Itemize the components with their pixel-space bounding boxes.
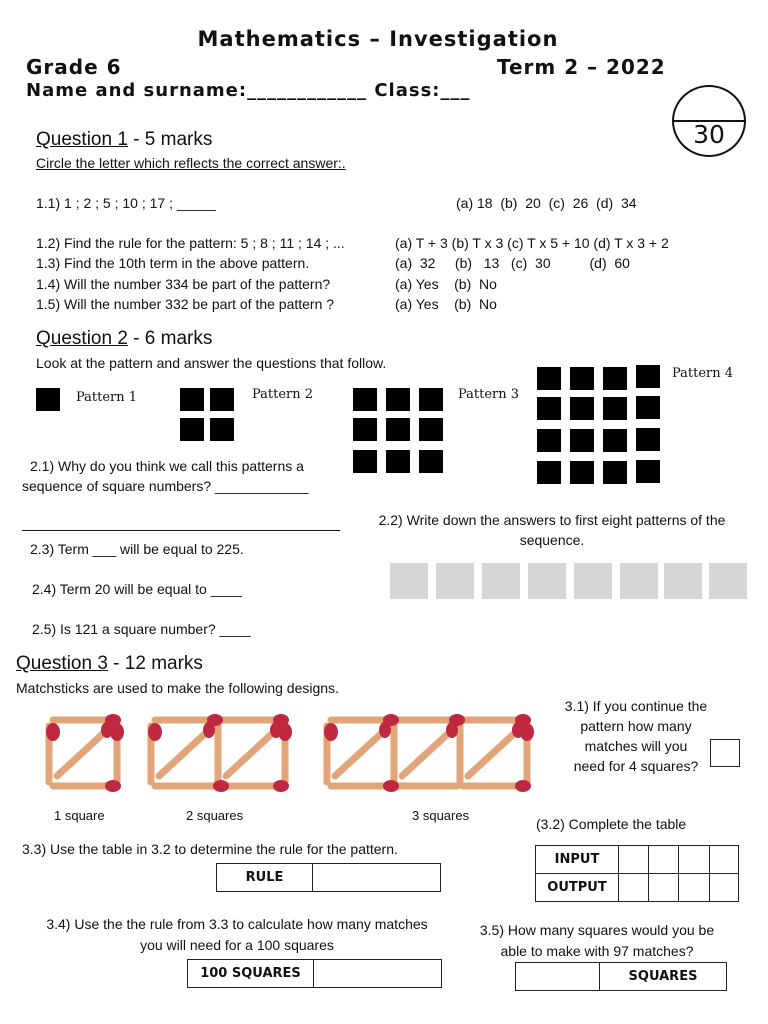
rule-label: RULE xyxy=(216,863,313,892)
pattern-2-square xyxy=(180,418,204,441)
q3-intro: Matchsticks are used to make the following designs. xyxy=(16,680,339,696)
pattern-4-square xyxy=(603,367,627,390)
q3-1-line: matches will you xyxy=(584,738,688,754)
pattern-3-square xyxy=(353,388,377,411)
pattern-4-label: Pattern 4 xyxy=(672,366,734,381)
pattern-4-square xyxy=(636,396,660,419)
sequence-answer-box[interactable] xyxy=(709,563,747,599)
q3-4-line1: 3.4) Use the the rule from 3.3 to calculate how many matches xyxy=(46,916,428,932)
q1-marks: - 5 marks xyxy=(127,129,213,150)
pattern-4-square xyxy=(636,460,660,483)
q1-title: Question 1 xyxy=(36,129,128,150)
caption-1-square: 1 square xyxy=(54,808,105,823)
pattern-4-square xyxy=(537,461,561,484)
q2-2-line1: 2.2) Write down the answers to first eight patterns of the xyxy=(378,512,726,528)
q3-marks: - 12 marks xyxy=(107,653,203,674)
squares-answer-box[interactable] xyxy=(515,962,600,991)
q3-1-line: pattern how many xyxy=(580,718,692,734)
match-head xyxy=(213,780,229,792)
table-input-label: INPUT xyxy=(535,845,619,874)
match-head xyxy=(101,722,113,738)
sequence-answer-box[interactable] xyxy=(390,563,428,599)
pattern-3-square xyxy=(386,418,410,441)
pattern-4-square xyxy=(603,461,627,484)
q1-heading xyxy=(36,129,212,151)
total-marks: 30 xyxy=(693,120,725,149)
q3-2: (3.2) Complete the table xyxy=(536,816,687,832)
pattern-4-square xyxy=(570,397,594,420)
q1-instruction: Circle the letter which reflects the correct answer:. xyxy=(36,155,346,171)
matchstick-designs xyxy=(35,706,555,798)
table-output-label: OUTPUT xyxy=(535,873,619,902)
pattern-3-square xyxy=(419,418,443,441)
name-class-line[interactable]: Name and surname:____________ Class:___ xyxy=(26,80,471,101)
pattern-3-square xyxy=(386,450,410,473)
pattern-2-square xyxy=(210,388,234,411)
pattern-4-square xyxy=(537,367,561,390)
q2-heading xyxy=(36,328,212,350)
sequence-answer-box[interactable] xyxy=(528,563,566,599)
sequence-answer-box[interactable] xyxy=(664,563,702,599)
hundred-squares-answer-box[interactable] xyxy=(313,959,442,988)
pattern-3-square xyxy=(419,450,443,473)
q2-intro: Look at the pattern and answer the questions that follow. xyxy=(36,355,387,371)
q1-item-2-question: 1.2) Find the rule for the pattern: 5 ; 8 ; 11 ; 14 ; ... xyxy=(36,235,345,251)
pattern-4-square xyxy=(636,365,660,388)
q1-item-5-question: 1.5) Will the number 332 be part of the pattern ? xyxy=(36,296,335,312)
pattern-4-square xyxy=(570,461,594,484)
pattern-1-label: Pattern 1 xyxy=(76,390,138,405)
pattern-2-square xyxy=(180,388,204,411)
match-head xyxy=(203,722,215,738)
match-head xyxy=(515,780,531,792)
q3-1-line: need for 4 squares? xyxy=(573,758,699,774)
q2-title: Question 2 xyxy=(36,328,128,349)
pattern-4-square xyxy=(570,367,594,390)
sequence-answer-box[interactable] xyxy=(482,563,520,599)
caption-2-squares: 2 squares xyxy=(186,808,244,823)
q3-1-line: 3.1) If you continue the xyxy=(564,698,708,714)
q1-item-3-options[interactable]: (a) 32 (b) 13 (c) 30 (d) 60 xyxy=(395,255,630,271)
page-title: Mathematics – Investigation xyxy=(197,27,559,51)
match-head xyxy=(383,714,399,726)
marks-circle xyxy=(672,85,746,157)
q2-3[interactable]: 2.3) Term ___ will be equal to 225. xyxy=(30,541,244,557)
pattern-4-square xyxy=(603,429,627,452)
sequence-answer-box[interactable] xyxy=(436,563,474,599)
grade-label: Grade 6 xyxy=(26,55,122,79)
pattern-4-square xyxy=(603,397,627,420)
q2-1-line1: 2.1) Why do you think we call this patterns a xyxy=(30,458,304,474)
pattern-4-square xyxy=(537,397,561,420)
table-input-cell[interactable] xyxy=(709,845,739,874)
q2-4[interactable]: 2.4) Term 20 will be equal to ____ xyxy=(32,581,242,597)
sequence-answer-box[interactable] xyxy=(574,563,612,599)
match-head xyxy=(46,723,60,741)
pattern-3-square xyxy=(353,418,377,441)
match-head xyxy=(324,723,338,741)
table-output-cell[interactable] xyxy=(678,873,710,902)
pattern-3-square xyxy=(386,388,410,411)
caption-3-squares: 3 squares xyxy=(412,808,470,823)
q3-4-line2: you will need for a 100 squares xyxy=(140,937,334,953)
match-head xyxy=(273,780,289,792)
match-head xyxy=(449,714,465,726)
q1-item-1-question: 1.1) 1 ; 2 ; 5 ; 10 ; 17 ; _____ xyxy=(36,195,216,211)
q1-item-5-options[interactable]: (a) Yes (b) No xyxy=(395,296,497,312)
table-input-cell[interactable] xyxy=(618,845,649,874)
q1-item-4-question: 1.4) Will the number 334 be part of the pattern? xyxy=(36,276,331,292)
rule-answer-box[interactable] xyxy=(312,863,441,892)
pattern-4-square xyxy=(636,428,660,451)
table-input-cell[interactable] xyxy=(678,845,710,874)
q2-1-answer-line[interactable] xyxy=(22,530,340,531)
match-head xyxy=(105,780,121,792)
table-output-cell[interactable] xyxy=(618,873,649,902)
table-output-cell[interactable] xyxy=(648,873,679,902)
pattern-3-label: Pattern 3 xyxy=(458,387,520,402)
q2-5[interactable]: 2.5) Is 121 a square number? ____ xyxy=(32,621,251,637)
match-head xyxy=(383,780,399,792)
table-input-cell[interactable] xyxy=(648,845,679,874)
match-stick xyxy=(327,720,527,786)
pattern-2-label: Pattern 2 xyxy=(252,387,314,402)
match-stick xyxy=(151,720,285,786)
q3-1-answer-box[interactable] xyxy=(710,739,740,767)
q2-marks: - 6 marks xyxy=(127,328,213,349)
q3-5-line2: able to make with 97 matches? xyxy=(500,943,694,959)
match-head xyxy=(520,723,534,741)
q3-5-line1: 3.5) How many squares would you be xyxy=(479,922,715,938)
q3-3: 3.3) Use the table in 3.2 to determine the rule for the pattern. xyxy=(22,841,398,857)
pattern-4-square xyxy=(537,429,561,452)
match-head xyxy=(148,723,162,741)
sequence-answer-box[interactable] xyxy=(620,563,658,599)
pattern-3-square xyxy=(353,450,377,473)
q1-item-1-options[interactable]: (a) 18 (b) 20 (c) 26 (d) 34 xyxy=(456,195,637,211)
hundred-squares-label: 100 SQUARES xyxy=(187,959,314,988)
pattern-3-square xyxy=(419,388,443,411)
q1-item-3-question: 1.3) Find the 10th term in the above pattern. xyxy=(36,255,310,271)
q3-1-text xyxy=(552,696,720,776)
pattern-4-square xyxy=(570,429,594,452)
q3-heading xyxy=(16,653,203,675)
pattern-1-square xyxy=(36,388,60,411)
q2-2-line2: sequence. xyxy=(519,532,585,548)
q1-item-4-options[interactable]: (a) Yes (b) No xyxy=(395,276,497,292)
pattern-2-square xyxy=(210,418,234,441)
table-output-cell[interactable] xyxy=(709,873,739,902)
q1-item-2-options[interactable]: (a) T + 3 (b) T x 3 (c) T x 5 + 10 (d) T x 3 + 2 xyxy=(395,235,669,251)
match-head xyxy=(270,722,282,738)
term-label: Term 2 – 2022 xyxy=(497,55,666,79)
squares-label: SQUARES xyxy=(599,962,727,991)
q2-1-line2[interactable]: sequence of square numbers? ____________ xyxy=(22,478,309,494)
q3-title: Question 3 xyxy=(16,653,108,674)
